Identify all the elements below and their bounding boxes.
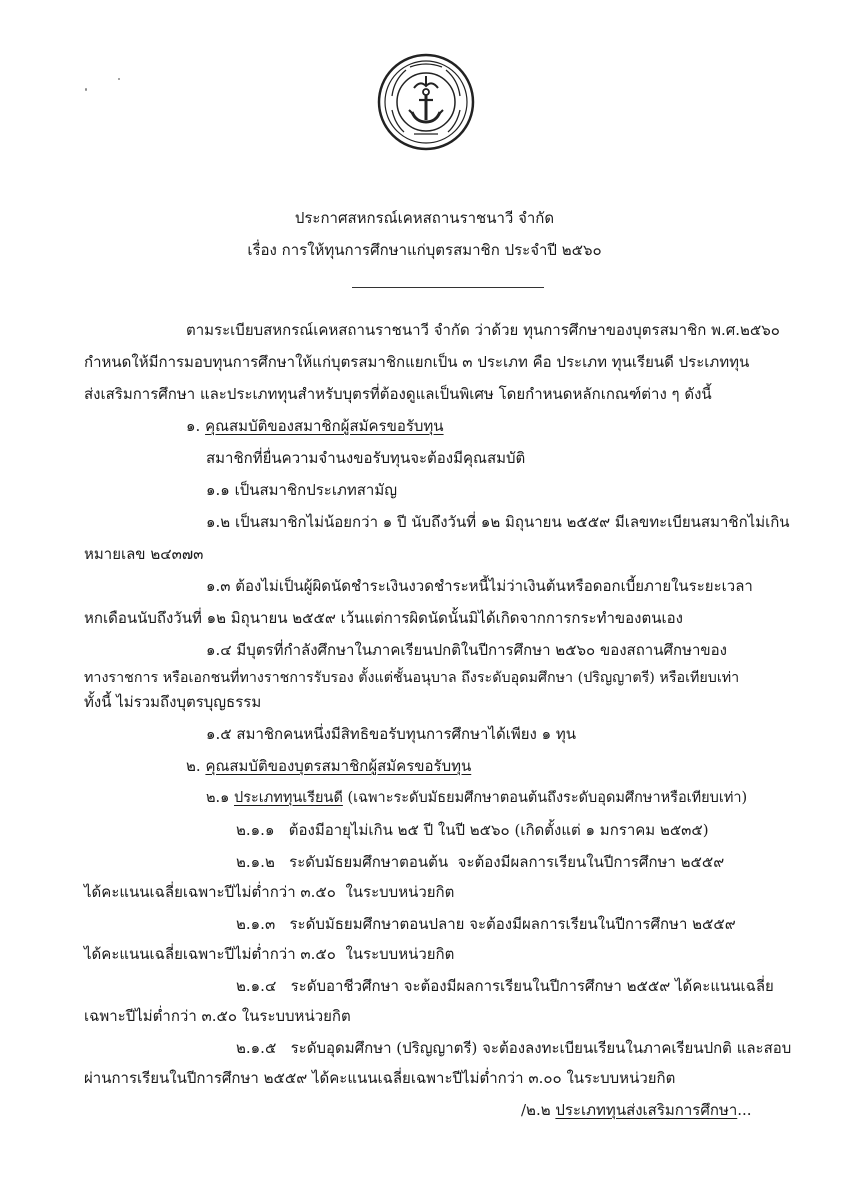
clause-1-4-line: ทางราชการ หรือเอกชนที่ทางราชการรับรอง ตั้งแต่ชั้นอนุบาล ถึงระดับอุดมศึกษา (ปริญญาตรี) หรือเทียบเท่า [84, 670, 740, 686]
subsection-note: (เฉพาะระดับมัธยมศึกษาตอนต้นถึงระดับอุดมศึกษาหรือเทียบเท่า) [347, 790, 748, 806]
clause-1-3-line: ๑.๓ ต้องไม่เป็นผู้ผิดนัดชำระเงินงวดชำระหนี้ไม่ว่าเงินต้นหรือดอกเบี้ยภายในระยะเวลา [206, 577, 753, 595]
subsection-number: ๒.๑ [206, 790, 230, 806]
announcement-title: ประกาศสหกรณ์เคหสถานราชนาวี จำกัด [294, 209, 555, 227]
continuation-ellipsis: ... [737, 1101, 752, 1119]
section-number: ๑. [186, 417, 201, 435]
scan-speck [85, 88, 87, 91]
clause-2-1-4-line: ๒.๑.๔ ระดับอาชีวศึกษา จะต้องมีผลการเรียนในปีการศึกษา ๒๕๕๙ ได้คะแนนเฉลี่ย [236, 977, 774, 995]
clause-2-1-4-line: เฉพาะปีไม่ต่ำกว่า ๓.๕๐ ในระบบหน่วยกิต [84, 1007, 351, 1025]
subsection-title: ประเภททุนเรียนดี [233, 790, 343, 806]
clause-2-1-5-line: ผ่านการเรียนในปีการศึกษา ๒๕๕๙ ได้คะแนนเฉลี่ยเฉพาะปีไม่ต่ำกว่า ๓.๐๐ ในระบบหน่วยกิต [84, 1069, 676, 1087]
section-title: คุณสมบัติของสมาชิกผู้สมัครขอรับทุน [205, 417, 444, 435]
subsection-2-1-heading [206, 788, 747, 808]
section-1-heading [186, 416, 444, 436]
scan-speck [118, 78, 120, 80]
continuation-prefix: /๒.๒ [521, 1101, 551, 1119]
clause-1-5: ๑.๕ สมาชิกคนหนึ่งมีสิทธิขอรับทุนการศึกษาได้เพียง ๑ ทุน [206, 725, 577, 743]
clause-2-1-3-line: ได้คะแนนเฉลี่ยเฉพาะปีไม่ต่ำกว่า ๓.๕๐ ในระบบหน่วยกิต [84, 945, 455, 963]
announcement-subject: เรื่อง การให้ทุนการศึกษาแก่บุตรสมาชิก ประจำปี ๒๕๖๐ [247, 241, 602, 259]
clause-1-4-line: ทั้งนี้ ไม่รวมถึงบุตรบุญธรรม [84, 693, 262, 711]
intro-line: กำหนดให้มีการมอบทุนการศึกษาให้แก่บุตรสมาชิกแยกเป็น ๓ ประเภท คือ ประเภท ทุนเรียนดี ประเภททุน [84, 353, 750, 371]
section-number: ๒. [186, 757, 201, 775]
clause-1-3-line: หกเดือนนับถึงวันที่ ๑๒ มิถุนายน ๒๕๕๙ เว้นแต่การผิดนัดนั้นมิได้เกิดจากการกระทำของตนเอง [84, 609, 683, 627]
clause-1-2-line: ๑.๒ เป็นสมาชิกไม่น้อยกว่า ๑ ปี นับถึงวันที่ ๑๒ มิถุนายน ๒๕๕๙ มีเลขทะเบียนสมาชิกไม่เกิน [206, 513, 790, 531]
cooperative-seal-logo [376, 52, 476, 152]
clause-2-1-2-line: ได้คะแนนเฉลี่ยเฉพาะปีไม่ต่ำกว่า ๓.๕๐ ในระบบหน่วยกิต [84, 883, 455, 901]
clause-1-2-line: หมายเลข ๒๔๓๗๓ [84, 545, 204, 563]
anchor-seal-icon [376, 52, 476, 152]
continuation-note [521, 1100, 752, 1120]
intro-line: ตามระเบียบสหกรณ์เคหสถานราชนาวี จำกัด ว่าด้วย ทุนการศึกษาของบุตรสมาชิก พ.ศ.๒๕๖๐ [186, 321, 780, 339]
section-title: คุณสมบัติของบุตรสมาชิกผู้สมัครขอรับทุน [205, 757, 472, 775]
title-divider [352, 287, 544, 288]
clause-2-1-1: ๒.๑.๑ ต้องมีอายุไม่เกิน ๒๕ ปี ในปี ๒๕๖๐ (เกิดตั้งแต่ ๑ มกราคม ๒๕๓๕) [236, 821, 709, 839]
clause-2-1-2-line: ๒.๑.๒ ระดับมัธยมศึกษาตอนต้น จะต้องมีผลการเรียนในปีการศึกษา ๒๕๕๙ [236, 853, 725, 871]
intro-line: ส่งเสริมการศึกษา และประเภททุนสำหรับบุตรที่ต้องดูแลเป็นพิเศษ โดยกำหนดหลักเกณฑ์ต่าง ๆ ดังนี้ [84, 385, 712, 403]
clause-2-1-5-line: ๒.๑.๕ ระดับอุดมศึกษา (ปริญญาตรี) จะต้องลงทะเบียนเรียนในภาคเรียนปกติ และสอบ [236, 1039, 792, 1057]
clause-2-1-3-line: ๒.๑.๓ ระดับมัธยมศึกษาตอนปลาย จะต้องมีผลการเรียนในปีการศึกษา ๒๕๕๙ [236, 915, 736, 933]
section-2-heading [186, 756, 471, 776]
clause-1-4-line: ๑.๔ มีบุตรที่กำลังศึกษาในภาคเรียนปกติในปีการศึกษา ๒๕๖๐ ของสถานศึกษาของ [206, 641, 727, 659]
section-1-lead: สมาชิกที่ยื่นความจำนงขอรับทุนจะต้องมีคุณสมบัติ [206, 449, 526, 467]
clause-1-1: ๑.๑ เป็นสมาชิกประเภทสามัญ [206, 481, 397, 499]
continuation-heading: ประเภททุนส่งเสริมการศึกษา [555, 1101, 738, 1119]
